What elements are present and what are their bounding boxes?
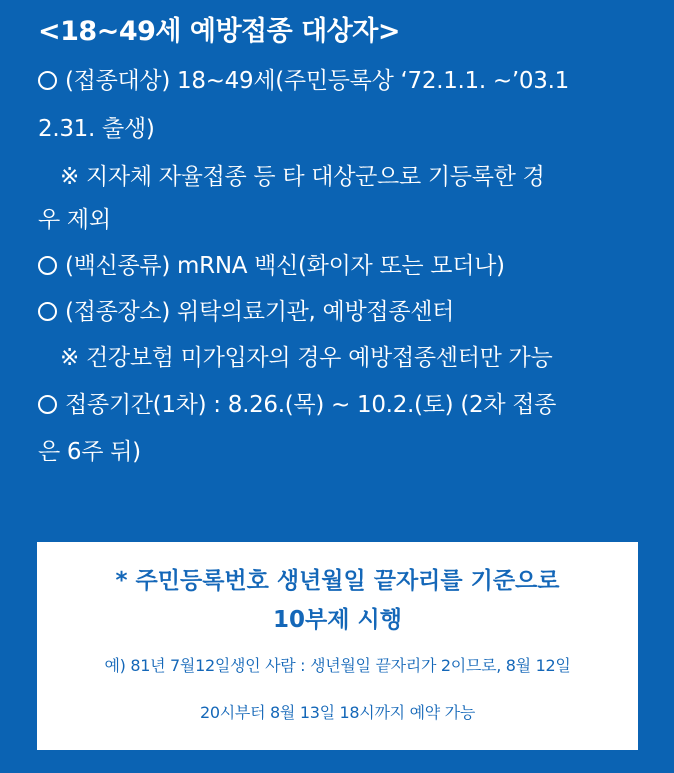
info-box-example: 예) 81년 7월12일생인 사람 : 생년월일 끝자리가 2이므로, 8월 12일 <box>104 656 571 675</box>
note-text: ※ 건강보험 미가입자의 경우 예방접종센터만 가능 <box>60 345 553 371</box>
list-item-text: (백신종류) mRNA 백신(화이자 또는 모더나) <box>65 253 505 279</box>
section-title: <18~49세 예방접종 대상자> <box>38 16 400 47</box>
list-item-text: (접종장소) 위탁의료기관, 예방접종센터 <box>65 299 455 325</box>
list-item-text: 접종기간(1차) : 8.26.(목) ~ 10.2.(토) (2차 접종 <box>65 392 557 418</box>
circle-bullet-icon <box>38 395 57 414</box>
list-item-continuation <box>38 109 155 149</box>
list-item-period <box>38 385 556 425</box>
note-exclusion <box>60 157 545 197</box>
list-item-text: (접종대상) 18~49세(주민등록상 ‘72.1.1. ~’03.1 <box>65 68 569 94</box>
list-item-location <box>38 292 454 332</box>
note-text: ※ 지자체 자율접종 등 타 대상군으로 기등록한 경 <box>60 164 545 190</box>
note-insurance <box>60 338 552 378</box>
list-item-vaccine <box>38 246 505 286</box>
list-item-text: 2.31. 출생) <box>38 116 155 142</box>
info-box-heading: 10부제 시행 <box>273 607 402 633</box>
note-continuation <box>38 200 111 240</box>
list-item-text: 은 6주 뒤) <box>38 439 141 465</box>
info-box <box>37 542 638 750</box>
circle-bullet-icon <box>38 71 57 90</box>
info-box-heading: * 주민등록번호 생년월일 끝자리를 기준으로 <box>115 568 560 594</box>
circle-bullet-icon <box>38 302 57 321</box>
list-item-target <box>38 61 569 101</box>
info-box-example: 20시부터 8월 13일 18시까지 예약 가능 <box>200 703 475 722</box>
circle-bullet-icon <box>38 256 57 275</box>
list-item-continuation <box>38 432 141 472</box>
note-text: 우 제외 <box>38 207 111 233</box>
